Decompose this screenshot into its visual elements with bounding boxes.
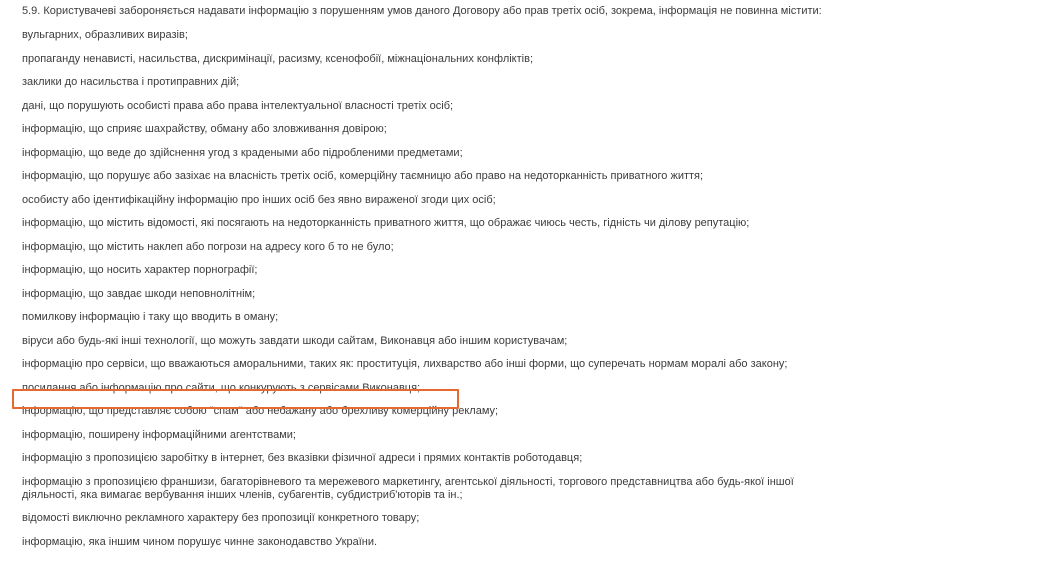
list-item-highlighted: посилання або інформацію про сайти, що конкурують з сервісами Виконавця; <box>22 381 421 394</box>
list-item: віруси або будь-які інші технології, що можуть завдати шкоди сайтам, Виконавця або іншим користувачам; <box>22 334 568 347</box>
list-item: вульгарних, образливих виразів; <box>22 29 188 41</box>
list-item: інформацію, поширену інформаційними агентствами; <box>22 428 296 441</box>
list-item: дані, що порушують особисті права або права інтелектуальної власності третіх осіб; <box>22 99 454 112</box>
section-intro: 5.9. Користувачеві забороняється надавати інформацію з порушенням умов даного Договору або прав третіх осіб, зокрема, інформація не повинна містити: <box>22 5 822 17</box>
prohibited-content-list <box>22 29 842 549</box>
list-item: інформацію, що представляє собою "спам" або небажану або брехливу комерційну рекламу; <box>22 405 499 417</box>
list-item: пропаганду ненависті, насильства, дискримінації, расизму, ксенофобії, міжнаціональних конфліктів; <box>22 52 533 65</box>
list-item: заклики до насильства і протиправних дій; <box>22 76 240 88</box>
list-item: інформацію, що сприяє шахрайству, обману або зловживання довірою; <box>22 123 387 135</box>
list-item: інформацію, що містить наклеп або погрози на адресу кого б то не було; <box>22 240 394 253</box>
list-item: помилкову інформацію і таку що вводить в оману; <box>22 311 279 323</box>
list-item: особисту або ідентифікаційну інформацію про інших осіб без явно вираженої згоди цих осіб; <box>22 193 496 206</box>
list-item: інформацію з пропозицією заробітку в інтернет, без вказівки фізичної адреси і прямих контактів роботодавця; <box>22 452 583 464</box>
list-item: інформацію, що порушує або зазіхає на власність третіх осіб, комерційну таємницю або право на недоторканність приватного життя; <box>22 170 704 182</box>
list-item: інформацію, яка іншим чином порушує чинне законодавство України. <box>22 535 378 548</box>
list-item: інформацію, що носить характер порнографії; <box>22 264 258 276</box>
list-item: інформацію, що веде до здійснення угод з крадеными або підробленими предметами; <box>22 146 463 159</box>
document-body <box>22 5 842 549</box>
list-item: інформацію про сервіси, що вважаються аморальними, таких як: проституція, лихварство або інші форми, що суперечать нормам моралі або закону; <box>22 358 788 370</box>
list-item: інформацію, що містить відомості, які посягають на недоторканність приватного життя, що ображає чиюсь честь, гідність чи ділову репутацію; <box>22 217 750 229</box>
list-item: відомості виключно рекламного характеру без пропозиції конкретного товару; <box>22 512 420 524</box>
list-item: інформацію, що завдає шкоди неповнолітнім; <box>22 287 256 300</box>
list-item: інформацію з пропозицією франшизи, багаторівневого та мережевого маркетингу, агентської діяльності, торгового представництва або будь-якої іншої діяльності, яка вимагає вербування інших членів, субагентів, субдистриб'юторів та ін.; <box>22 475 794 501</box>
